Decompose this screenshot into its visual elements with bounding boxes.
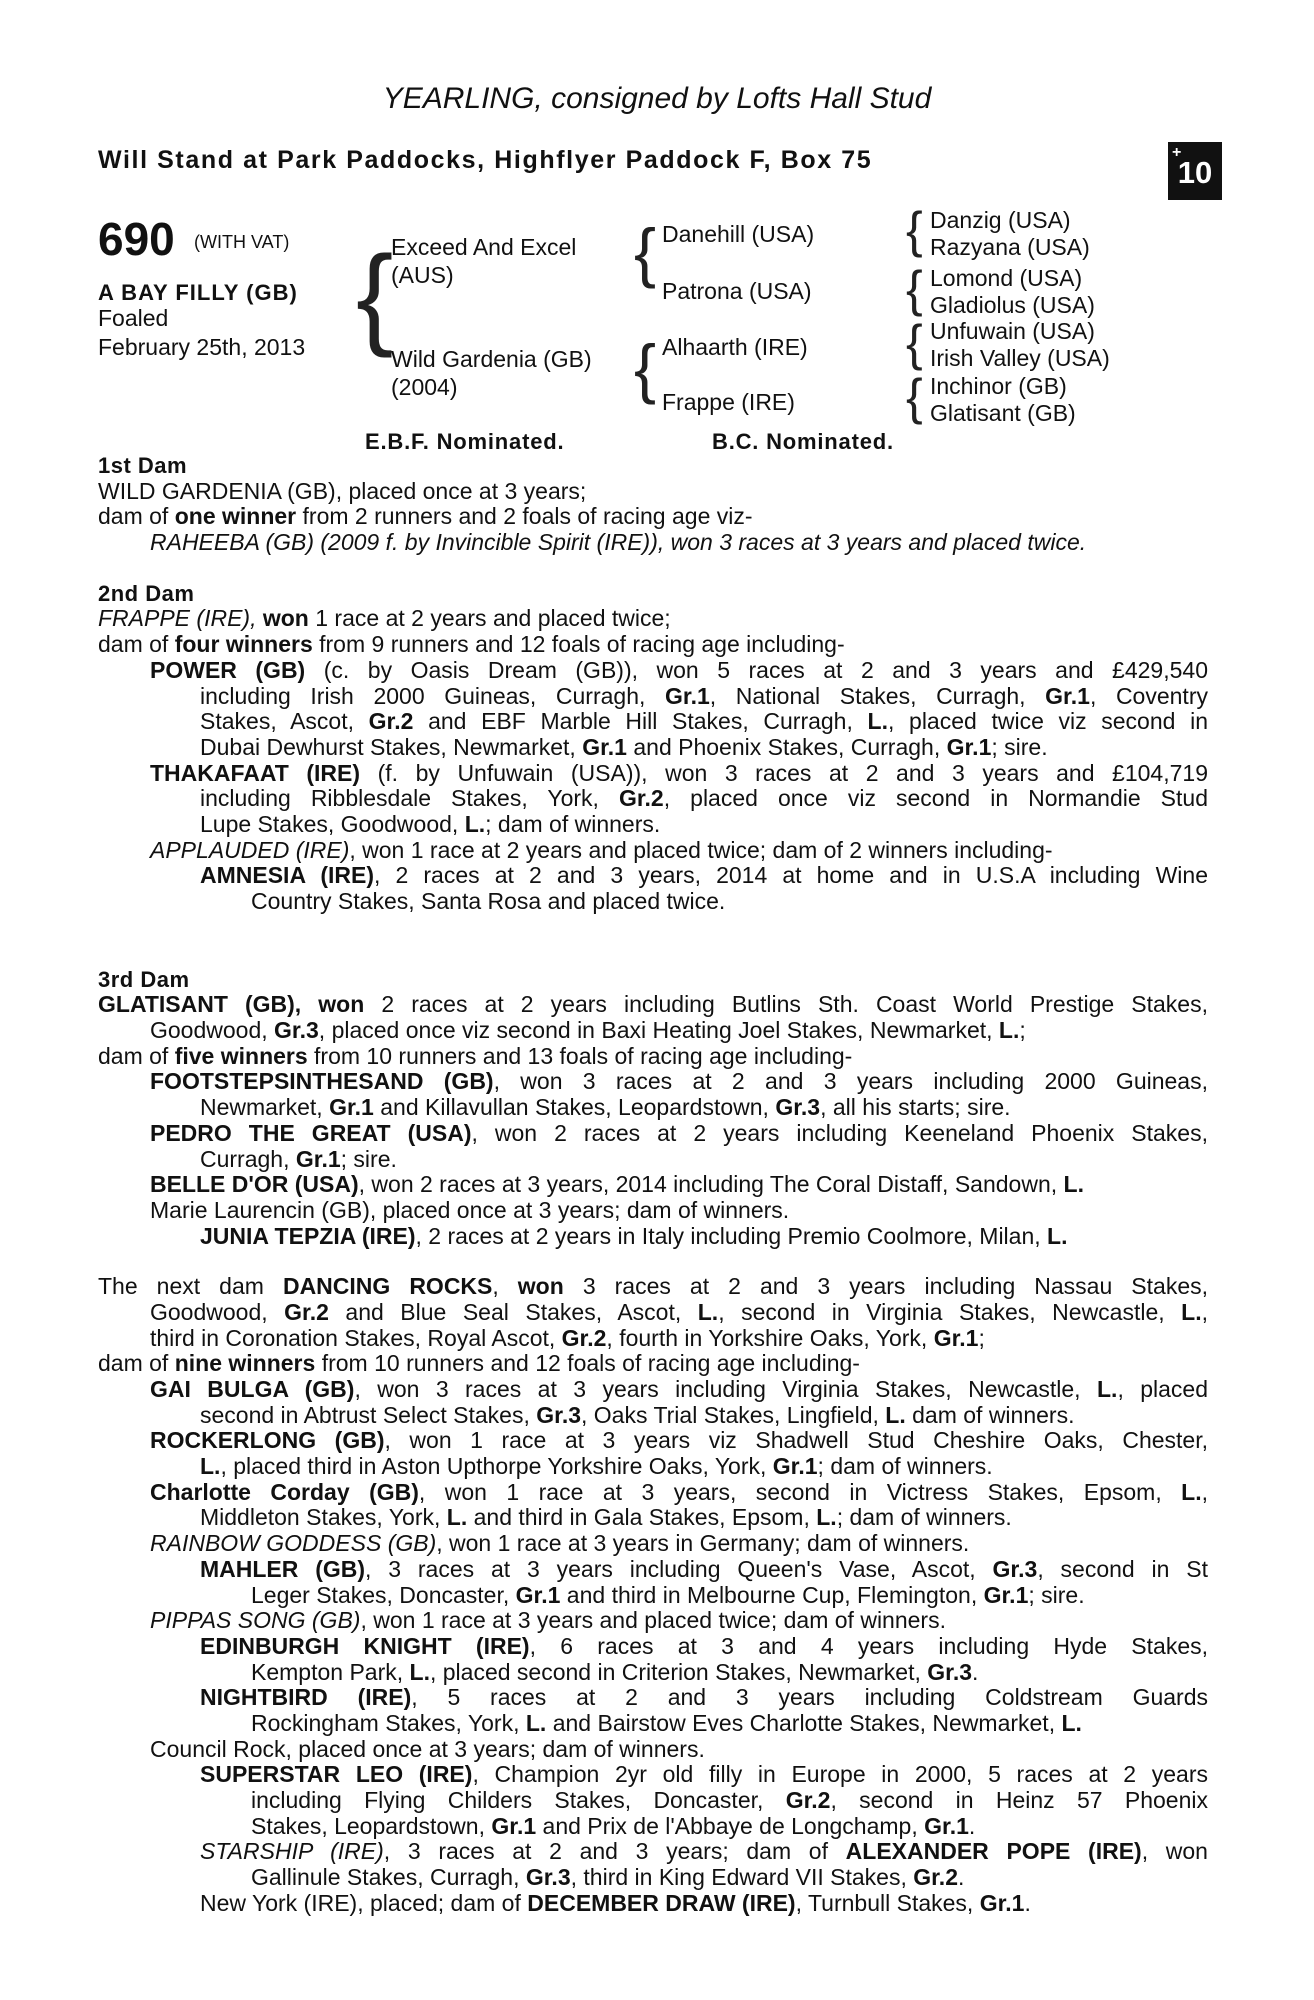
rainbow-line: RAINBOW GODDESS (GB), won 1 race at 3 years in Germany; dam of winners. — [150, 1530, 970, 1557]
footsteps-line-2: Newmarket, Gr.1 and Killavullan Stakes, Leopardstown, Gr.3, all his starts; sire. — [200, 1094, 1011, 1121]
ss-brace-icon: { — [906, 202, 923, 258]
nightbird-line-1: NIGHTBIRD (IRE), 5 races at 2 and 3 years including Coldstream Guards — [200, 1684, 1208, 1711]
marie-line: Marie Laurencin (GB), placed once at 3 years; dam of winners. — [150, 1196, 790, 1223]
power-line-1: POWER (GB) (c. by Oasis Dream (GB)), won 5 races at 2 and 3 years and £429,540 — [150, 656, 1208, 683]
first-dam-produce-line: dam of one winner from 2 runners and 2 foals of racing age viz- — [98, 503, 753, 530]
pedigree-dsd: Irish Valley (USA) — [930, 345, 1110, 371]
belle-line: BELLE D'OR (USA), won 2 races at 3 years, 2014 including The Coral Distaff, Sandown, L. — [150, 1171, 1084, 1198]
glatisant-line-1: GLATISANT (GB), won 2 races at 2 years including Butlins Sth. Coast World Prestige Stakes, — [98, 991, 1208, 1018]
superstar-line-2: including Flying Childers Stakes, Doncaster, Gr.2, second in Heinz 57 Phoenix — [251, 1787, 1208, 1813]
charlotte-line-1: Charlotte Corday (GB), won 1 race at 3 years, second in Victress Stakes, Epsom, L., — [150, 1478, 1208, 1505]
pedigree-dam-year: (2004) — [391, 374, 458, 400]
sire-dam-brace-icon: { — [356, 233, 394, 358]
pippas-line: PIPPAS SONG (GB), won 1 race at 3 years and placed twice; dam of winners. — [150, 1607, 946, 1634]
pedigree-sds: Lomond (USA) — [930, 265, 1083, 291]
thakafaat-line-3: Lupe Stakes, Goodwood, L.; dam of winners. — [200, 810, 661, 837]
applauded-line: APPLAUDED (IRE), won 1 race at 2 years and placed twice; dam of 2 winners including- — [150, 836, 1053, 863]
charlotte-line-2: Middleton Stakes, York, L. and third in Gala Stakes, Epsom, L.; dam of winners. — [200, 1504, 1012, 1531]
thakafaat-line-1: THAKAFAAT (IRE) (f. by Unfuwain (USA)), won 3 races at 2 and 3 years and £104,719 — [150, 759, 1208, 786]
thakafaat-line-2: including Ribblesdale Stakes, York, Gr.2, placed once viz second in Normandie Stud — [200, 785, 1208, 812]
pedigree-ddd: Glatisant (GB) — [930, 400, 1076, 426]
power-line-2: including Irish 2000 Guineas, Curragh, Gr.1, National Stakes, Curragh, Gr.1, Coventry — [200, 682, 1208, 709]
mahler-line-2: Leger Stakes, Doncaster, Gr.1 and third in Melbourne Cup, Flemington, Gr.1; sire. — [251, 1581, 1085, 1608]
cross-ten-icon — [1168, 142, 1222, 200]
foaled-date: February 25th, 2013 — [98, 334, 306, 360]
badge-number: 10 — [1177, 155, 1213, 190]
sire-brace-icon: { — [634, 215, 657, 289]
pedigree-sd: Patrona (USA) — [662, 278, 812, 304]
pedro-line-1: PEDRO THE GREAT (USA), won 2 races at 2 years including Keeneland Phoenix Stakes, — [150, 1119, 1208, 1146]
stabling-line: Will Stand at Park Paddocks, Highflyer Paddock F, Box 75 — [98, 146, 873, 174]
third-dam-heading: 3rd Dam — [98, 966, 190, 992]
pedigree-dds: Inchinor (GB) — [930, 373, 1067, 399]
ebf-nominated: E.B.F. Nominated. — [365, 429, 565, 454]
raheeba-line: RAHEEBA (GB) (2009 f. by Invincible Spirit (IRE)), won 3 races at 3 years and placed twice. — [150, 529, 1087, 556]
amnesia-line-1: AMNESIA (IRE), 2 races at 2 and 3 years, 2014 at home and in U.S.A including Wine — [200, 862, 1208, 889]
pedigree-ss: Danehill (USA) — [662, 221, 815, 247]
bc-nominated: B.C. Nominated. — [712, 429, 894, 454]
first-dam-line: WILD GARDENIA (GB), placed once at 3 years; — [98, 477, 587, 504]
power-line-4: Dubai Dewhurst Stakes, Newmarket, Gr.1 and Phoenix Stakes, Curragh, Gr.1; sire. — [200, 733, 1048, 760]
ds-brace-icon: { — [906, 315, 923, 371]
starship-line-1: STARSHIP (IRE), 3 races at 2 and 3 years; dam of ALEXANDER POPE (IRE), won — [200, 1838, 1208, 1865]
edinburgh-line-2: Kempton Park, L., placed second in Criterion Stakes, Newmarket, Gr.3. — [251, 1658, 979, 1685]
sd-brace-icon: { — [906, 261, 923, 317]
second-dam-heading: 2nd Dam — [98, 580, 195, 606]
badge-plus: + — [1172, 144, 1182, 161]
glatisant-produce-line: dam of five winners from 10 runners and 13 foals of racing age including- — [98, 1042, 853, 1069]
power-line-3: Stakes, Ascot, Gr.2 and EBF Marble Hill Stakes, Curragh, L., placed twice viz second in — [200, 708, 1208, 735]
amnesia-line-2: Country Stakes, Santa Rosa and placed twice. — [251, 888, 726, 914]
nightbird-line-2: Rockingham Stakes, York, L. and Bairstow Eves Charlotte Stakes, Newmarket, L. — [251, 1709, 1082, 1736]
new-york-line: New York (IRE), placed; dam of DECEMBER DRAW (IRE), Turnbull Stakes, Gr.1. — [200, 1889, 1031, 1916]
dd-brace-icon: { — [906, 369, 923, 425]
edinburgh-line-1: EDINBURGH KNIGHT (IRE), 6 races at 3 and 4 years including Hyde Stakes, — [200, 1632, 1208, 1659]
catalogue-body — [98, 453, 1208, 1916]
footsteps-line-1: FOOTSTEPSINTHESAND (GB), won 3 races at 2 and 3 years including 2000 Guineas, — [150, 1068, 1208, 1095]
pedigree-ssd: Razyana (USA) — [930, 234, 1090, 260]
second-dam-line: FRAPPE (IRE), won 1 race at 2 years and placed twice; — [98, 605, 671, 632]
mahler-line-1: MAHLER (GB), 3 races at 3 years including Queen's Vase, Ascot, Gr.3, second in St — [200, 1555, 1209, 1582]
foaled-label: Foaled — [98, 305, 169, 331]
superstar-line-3: Stakes, Leopardstown, Gr.1 and Prix de l'Abbaye de Longchamp, Gr.1. — [251, 1812, 976, 1839]
pedigree-sdd: Gladiolus (USA) — [930, 292, 1095, 318]
rockerlong-line-1: ROCKERLONG (GB), won 1 race at 3 years viz Shadwell Stud Cheshire Oaks, Chester, — [150, 1427, 1208, 1454]
horse-name: A BAY FILLY (GB) — [98, 280, 298, 305]
first-dam-heading: 1st Dam — [98, 453, 188, 478]
pedigree-sss: Danzig (USA) — [930, 207, 1071, 233]
pedigree-dam: Wild Gardenia (GB) — [391, 346, 592, 372]
superstar-line-1: SUPERSTAR LEO (IRE), Champion 2yr old filly in Europe in 2000, 5 races at 2 years — [200, 1761, 1209, 1788]
council-rock-line: Council Rock, placed once at 3 years; dam of winners. — [150, 1735, 705, 1762]
starship-line-2: Gallinule Stakes, Curragh, Gr.3, third in King Edward VII Stakes, Gr.2. — [251, 1864, 965, 1891]
pedigree-dss: Unfuwain (USA) — [930, 318, 1095, 344]
next-dam-line-1: The next dam DANCING ROCKS, won 3 races at 2 and 3 years including Nassau Stakes, — [98, 1273, 1208, 1300]
consignor-line: YEARLING, consigned by Lofts Hall Stud — [382, 82, 932, 115]
next-dam-produce-line: dam of nine winners from 10 runners and 12 foals of racing age including- — [98, 1350, 860, 1377]
pedigree-dd: Frappe (IRE) — [662, 389, 795, 415]
gai-bulga-line-2: second in Abtrust Select Stakes, Gr.3, Oaks Trial Stakes, Lingfield, L. dam of winners. — [200, 1401, 1075, 1428]
junia-line: JUNIA TEPZIA (IRE), 2 races at 2 years in Italy including Premio Coolmore, Milan, L. — [200, 1222, 1068, 1249]
vat-note: (WITH VAT) — [194, 232, 290, 252]
lot-number: 690 — [98, 213, 175, 265]
pedigree-sire: Exceed And Excel — [391, 234, 577, 260]
rockerlong-line-2: L., placed third in Aston Upthorpe Yorkshire Oaks, York, Gr.1; dam of winners. — [200, 1453, 993, 1480]
gai-bulga-line-1: GAI BULGA (GB), won 3 races at 3 years including Virginia Stakes, Newcastle, L., placed — [150, 1376, 1209, 1402]
pedigree-sire-country: (AUS) — [391, 262, 454, 288]
second-dam-produce-line: dam of four winners from 9 runners and 12 foals of racing age including- — [98, 631, 845, 658]
pedro-line-2: Curragh, Gr.1; sire. — [200, 1145, 397, 1172]
pedigree-ds: Alhaarth (IRE) — [662, 334, 808, 360]
glatisant-line-2: Goodwood, Gr.3, placed once viz second in Baxi Heating Joel Stakes, Newmarket, L.; — [150, 1017, 1026, 1044]
next-dam-line-2: Goodwood, Gr.2 and Blue Seal Stakes, Ascot, L., second in Virginia Stakes, Newcastle, L., — [150, 1298, 1209, 1325]
dam-brace-icon: { — [634, 331, 657, 405]
next-dam-line-3: third in Coronation Stakes, Royal Ascot, Gr.2, fourth in Yorkshire Oaks, York, Gr.1; — [150, 1324, 985, 1351]
